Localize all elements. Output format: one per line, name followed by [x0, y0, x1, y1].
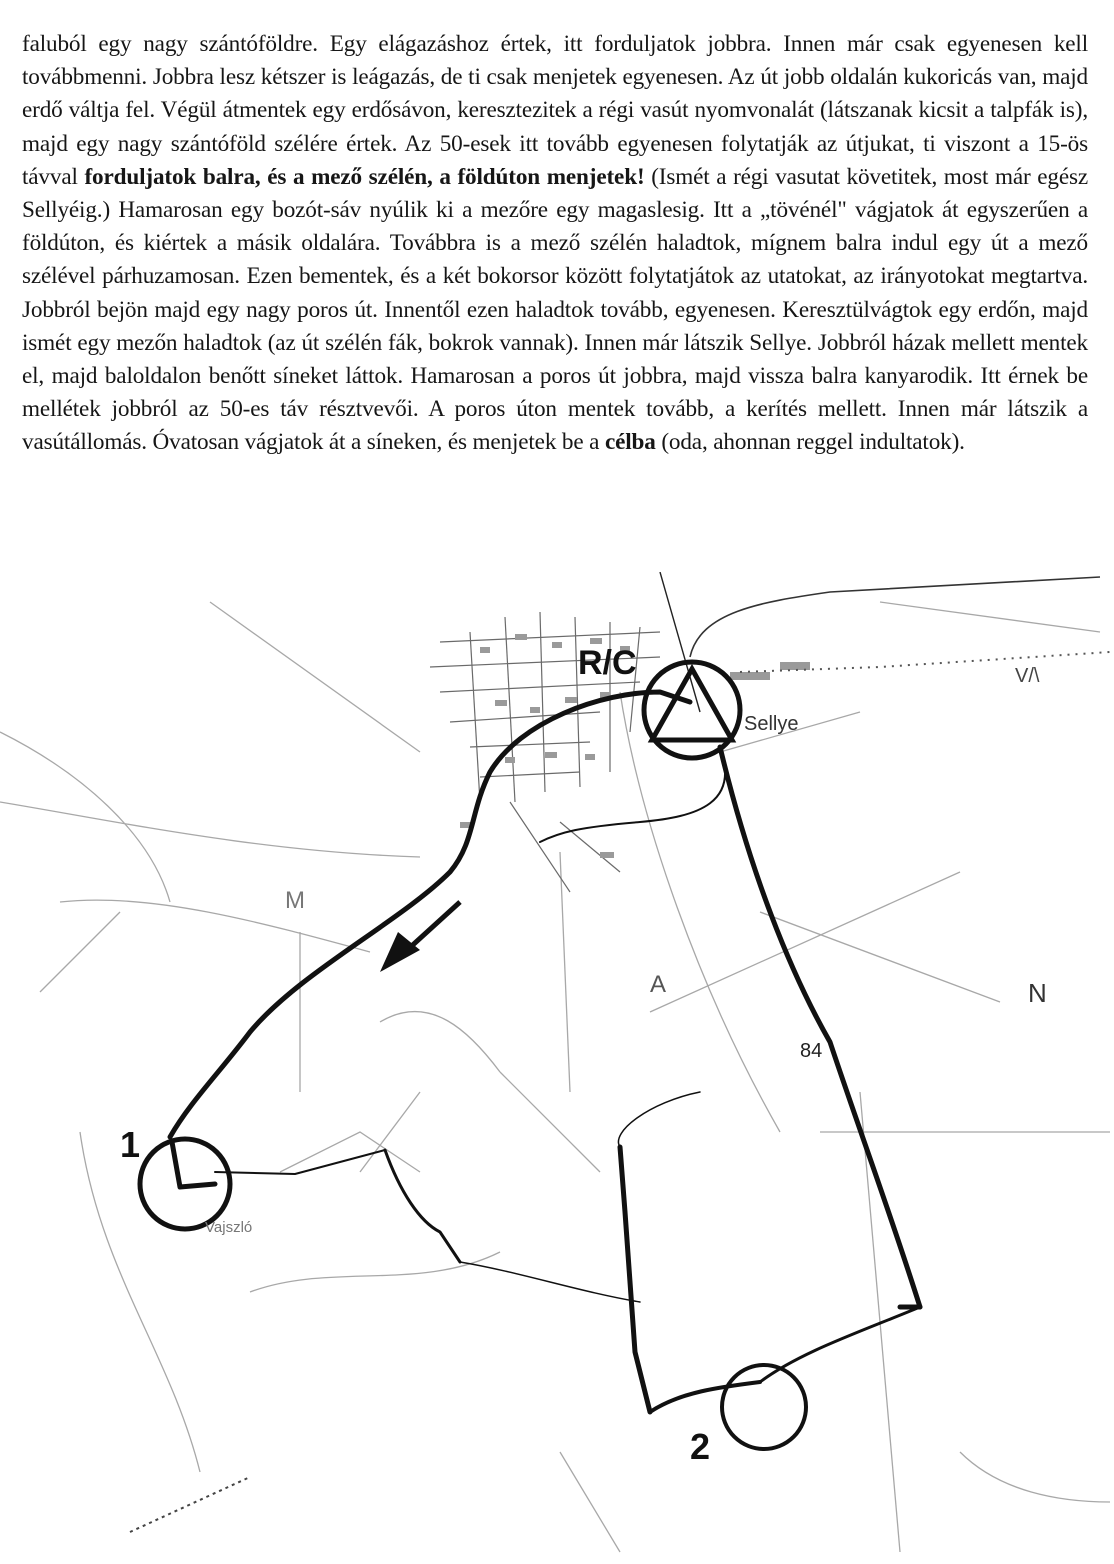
text-part-1: faluból egy nagy szántóföldre. Egy elágazáshoz értek, itt forduljatok jobbra. Innen már csak egyenesen kell továbbmenni. Jobbra lesz kétszer is leágazás, de ti csak menjetek egyenesen. Az út jobb oldalán kukoricás van, majd erdő váltja fel. Végül átmentek egy erdősávon, keresztezitek a régi vasút nyomvonalát (látszanak kicsit a talpfák is), majd egy nagy szántóföld szélére értek. Az 50-esek itt tovább egyenesen folytatják az útjukat, ti viszont a 15-ös távval [22, 31, 1088, 190]
background-map-lines [0, 602, 1110, 1552]
direction-arrow [380, 902, 460, 972]
bold-turn-left: forduljatok balra, és a mező szélén, a földúton menjetek! [84, 163, 645, 190]
letter-v-label: V/\ [1015, 665, 1040, 687]
north-road [690, 577, 1100, 657]
route-paragraph [22, 28, 1088, 460]
start-label: R/C [578, 644, 637, 682]
town-label: Sellye [744, 713, 799, 735]
checkpoint-2-label: 2 [690, 1426, 711, 1467]
letter-a-label: A [650, 971, 667, 998]
text-part-3: (oda, ahonnan reggel indultatok). [655, 429, 965, 456]
start-finish-symbol [644, 662, 740, 758]
bold-finish: célba [604, 429, 656, 456]
route-description [22, 28, 1088, 460]
route-map [0, 572, 1114, 1564]
road-number: 84 [800, 1040, 823, 1062]
bottom-dotted [130, 1477, 250, 1532]
text-part-2: (Ismét a régi vasutat követitek, most már egész Sellyéig.) Hamarosan egy bozót-sáv nyúlik ki a mezőre egy magaslesig. Itt a „tövénél" vágjatok át egyszerűen a földúton, és kiértek a másik oldalára. Továbbra is a mező szélén haladtok, mígnem balra indul egy út a mező szélével párhuzamosan. Ezen bementek, és a két bokorsor között folytatjátok az utatokat, az irányotokat megtartva. Jobbról bejön majd egy nagy poros út. Innentől ezen haladtok tovább, egyenesen. Keresztülvágtok egy erdőn, majd ismét egy mezőn haladtok (az út szélén fák, bokrok vannak). Innen már látszik Sellye. Jobbról házak mellett mentek el, majd baloldalon benőtt síneket láttok. Hamarosan a poros út jobbra, majd vissza balra kanyarodik. Itt érnek be mellétek jobbról az 50-es táv résztvevői. A poros úton mentek tovább, a kerítés mellett. Innen már látszik a vasútállomás. Óvatosan vágjatok át a síneken, és menjetek be a [22, 163, 1089, 456]
letter-n-label: N [1028, 978, 1047, 1008]
checkpoint-1-label: 1 [120, 1124, 141, 1165]
village-label: Vajszló [205, 1219, 253, 1236]
letter-m-label: M [285, 887, 305, 914]
